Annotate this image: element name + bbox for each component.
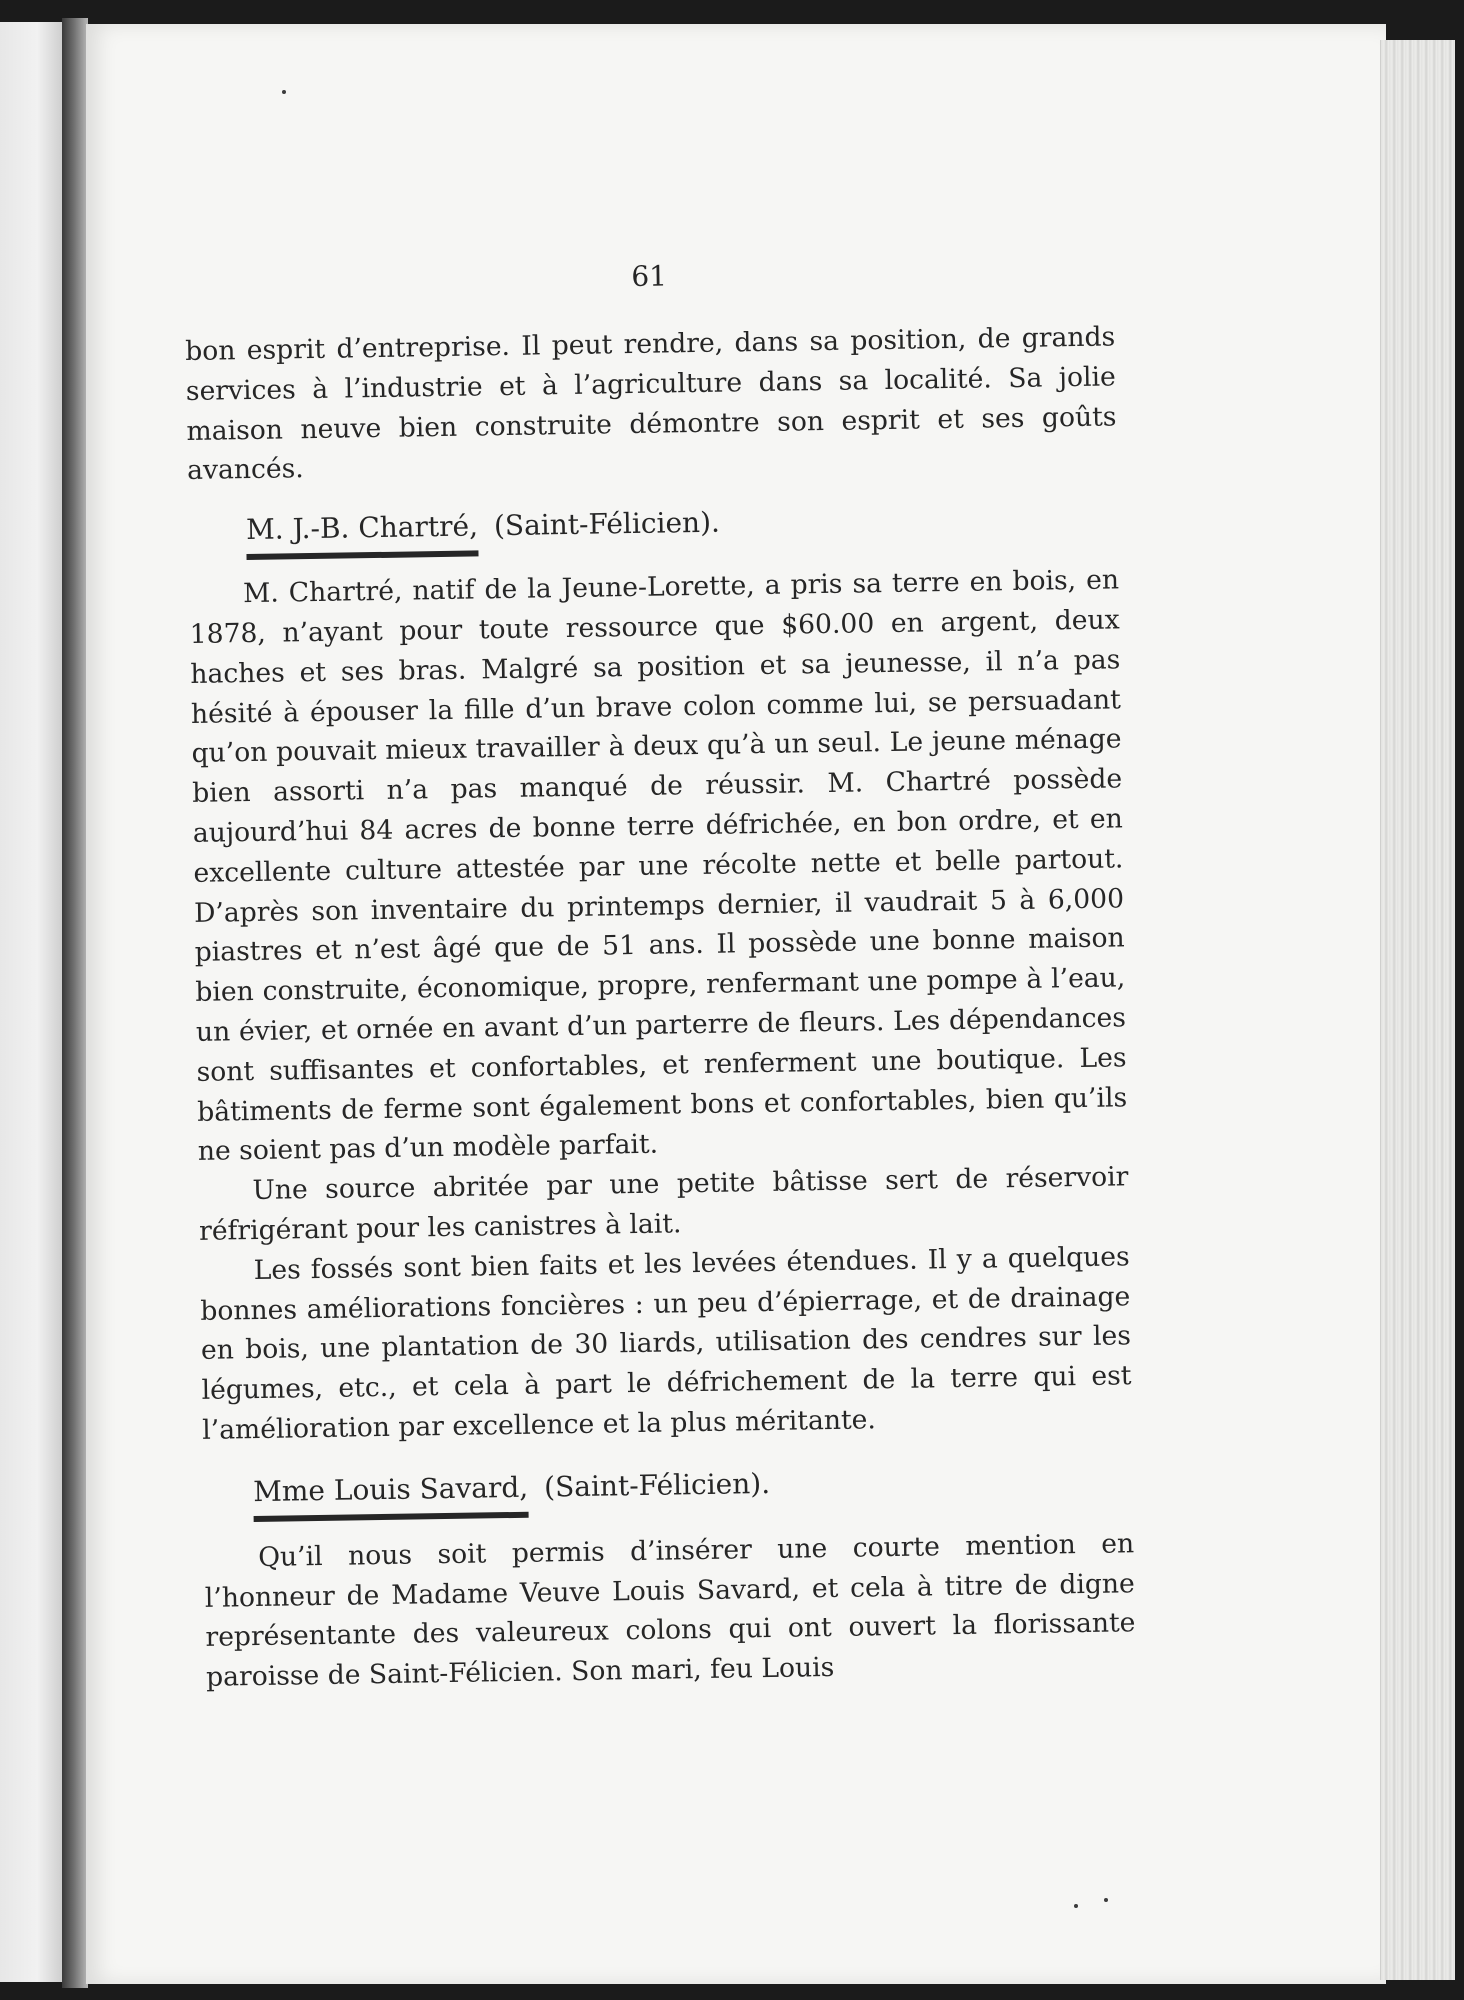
paragraph-fosses: Les fossés sont bien faits et les levées étendues. Il y a quelques bonnes améliorations foncières : un peu d’épierrage, et de drainage en bois, une plantation de 30 liards, utilisation des cendres sur les légumes, etc., et cela à part le défrichement de la terre qui est l’amélioration par excellence et la plus méritante. (200, 1241, 1132, 1446)
heading-place: (Saint-Félicien). (543, 1466, 771, 1504)
ink-speck (282, 90, 286, 94)
paragraph-savard: Qu’il nous soit permis d’insérer une courte mention en l’honneur de Madame Veuve Louis Savard, et cela à titre de digne représentante des valeureux colons qui ont ouvert la florissante paroisse de Saint-Félicien. Son mari, feu Louis (204, 1527, 1136, 1693)
page-stack-edges (1380, 40, 1455, 1980)
book-gutter (62, 18, 88, 1988)
paragraph-continuation: bon esprit d’entreprise. Il peut rendre, dans sa position, de grands services à l’industrie et à l’agriculture dans sa localité. Sa jolie maison neuve bien construite démontre son esprit et ses goûts avancés. (185, 321, 1117, 487)
section-heading-savard (253, 1458, 1134, 1522)
page-text (184, 255, 1136, 1697)
left-page-edge (0, 22, 62, 1982)
paragraph-source: Une source abritée par une petite bâtisse sert de réservoir réfrigérant pour les canistres à lait. (198, 1161, 1129, 1247)
paragraph-chartre: M. Chartré, natif de la Jeune-Lorette, a pris sa terre en bois, en 1878, n’ayant pour toute ressource que $60.00 en argent, deux haches et ses bras. Malgré sa position et sa jeunesse, il n’a pas hésité à épouser la fille d’un brave colon comme lui, se persuadant qu’on pouvait mieux travailler à deux qu’à un seul. Le jeune ménage bien assorti n’a pas manqué de réussir. M. Chartré possède aujourd’hui 84 acres de bonne terre défrichée, en bon ordre, et en excellente culture attestée par une récolte nette et belle partout. D’après son inventaire du printemps dernier, il vaudrait 5 à 6,000 piastres et n’est âgé que de 51 ans. Il possède une bonne maison bien construite, économique, propre, renfermant une pompe à l’eau, un évier, et ornée en avant d’un parterre de fleurs. Les dépendances sont suffisantes et confortables, et renferment une boutique. Les bâtiments de ferme sont également bons et confortables, bien qu’ils ne soient pas d’un modèle parfait. (189, 564, 1128, 1168)
ink-speck (1074, 1904, 1078, 1908)
page-number: 61 (631, 259, 668, 293)
heading-place: (Saint-Félicien). (493, 505, 721, 543)
section-heading-chartre (246, 497, 1119, 561)
heading-name-underlined: Mme Louis Savard, (253, 1467, 529, 1521)
ink-speck (1104, 1898, 1108, 1902)
heading-name-underlined: M. J.-B. Chartré, (246, 507, 479, 561)
